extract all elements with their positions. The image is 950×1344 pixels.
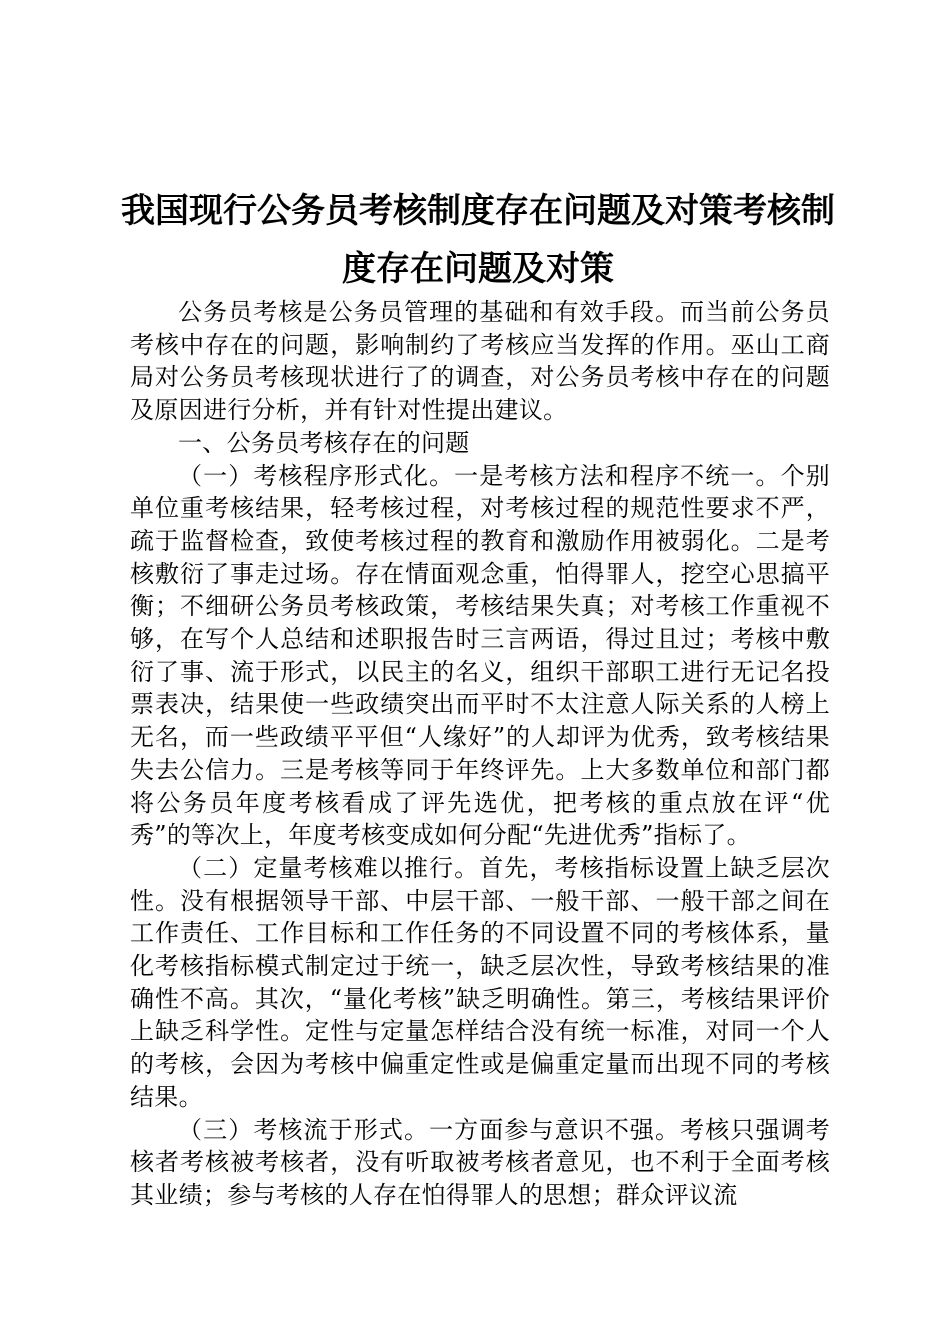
paragraph-assessment-formality: （三）考核流于形式。一方面参与意识不强。考核只强调考核者考核被考核者，没有听取被考核者意见，也不利于全面考核其业绩；参与考核的人存在怕得罪人的思想；群众评议流 [130, 1115, 830, 1209]
document-title: 我国现行公务员考核制度存在问题及对策考核制度存在问题及对策 [121, 191, 835, 289]
intro-paragraph: 公务员考核是公务员管理的基础和有效手段。而当前公务员考核中存在的问题，影响制约了考核应当发挥的作用。巫山工商局对公务员考核现状进行了的调查，对公务员考核中存在的问题及原因进行分析，并有针对性提出建议。 [130, 298, 830, 425]
document-body [130, 296, 830, 1212]
paragraph-quantitative-assessment: （二）定量考核难以推行。首先，考核指标设置上缺乏层次性。没有根据领导干部、中层干部、一般干部、一般干部之间在工作责任、工作目标和工作任务的不同设置不同的考核体系，量化考核指标模式制定过于统一，缺乏层次性，导致考核结果的准确性不高。其次，“量化考核”缺乏明确性。第三，考核结果评价上缺乏科学性。定性与定量怎样结合没有统一标准，对同一个人的考核，会因为考核中偏重定性或是偏重定量而出现不同的考核结果。 [130, 853, 830, 1111]
paragraph-procedure-formalization: （一）考核程序形式化。一是考核方法和程序不统一。个别单位重考核结果，轻考核过程，对考核过程的规范性要求不严，疏于监督检查，致使考核过程的教育和激励作用被弱化。二是考核敷衍了事走过场。存在情面观念重，怕得罪人，挖空心思搞平衡；不细研公务员考核政策，考核结果失真；对考核工作重视不够，在写个人总结和述职报告时三言两语，得过且过；考核中敷衍了事、流于形式，以民主的名义，组织干部职工进行无记名投票表决，结果使一些政绩突出而平时不太注意人际关系的人榜上无名，而一些政绩平平但“人缘好”的人却评为优秀，致考核结果失去公信力。三是考核等同于年终评先。上大多数单位和部门都将公务员年度考核看成了评先选优，把考核的重点放在评“优秀”的等次上，年度考核变成如何分配“先进优秀”指标了。 [130, 461, 830, 850]
section-heading: 一、公务员考核存在的问题 [178, 428, 470, 457]
